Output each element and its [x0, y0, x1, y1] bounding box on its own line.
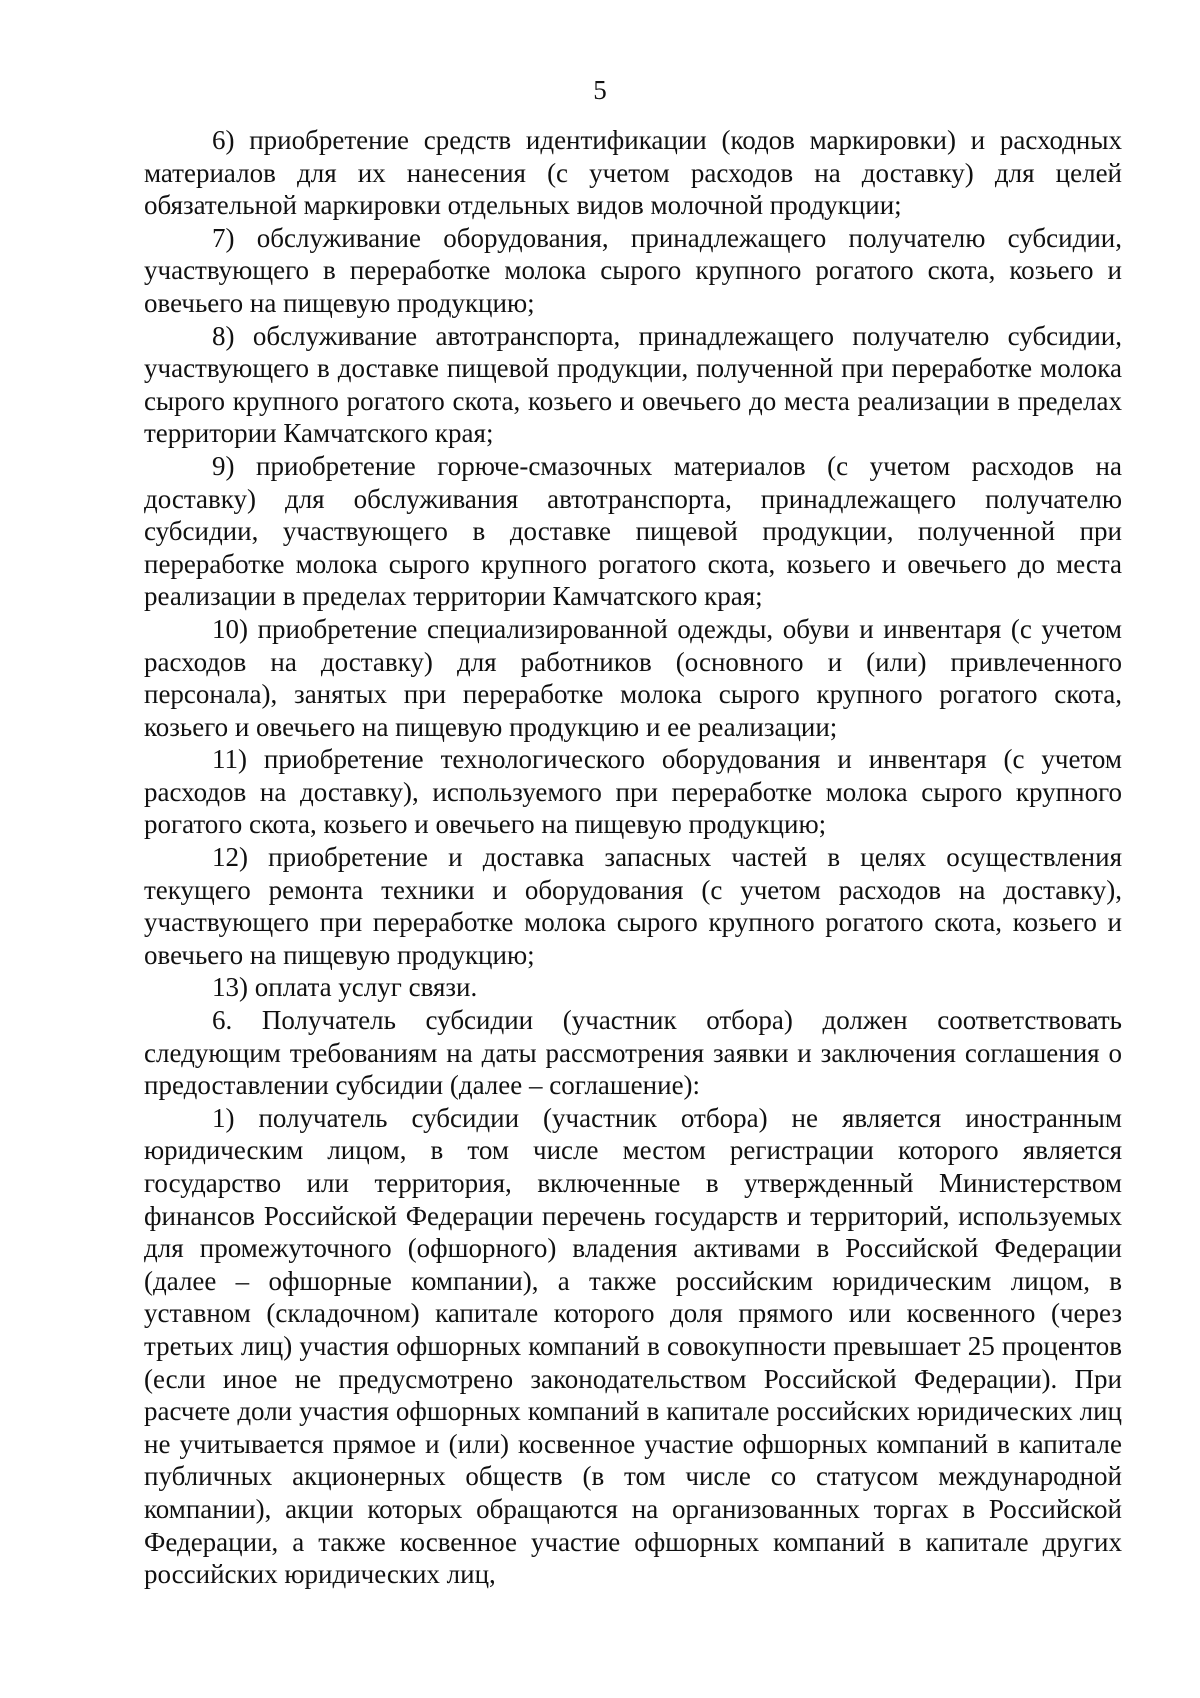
paragraph-item-8: 8) обслуживание автотранспорта, принадлежащего получателю субсидии, участвующего в доставке пищевой продукции, полученной при переработке молока сырого крупного рогатого скота, козьего и овечьего до места реализации в пределах территории Камчатского края; — [144, 320, 1122, 449]
paragraph-item-7: 7) обслуживание оборудования, принадлежащего получателю субсидии, участвующего в переработке молока сырого крупного рогатого скота, козьего и овечьего на пищевую продукцию; — [144, 222, 1122, 318]
page-number: 5 — [593, 75, 607, 105]
paragraph-item-10: 10) приобретение специализированной одежды, обуви и инвентаря (с учетом расходов на доставку) для работников (основного и (или) привлеченного персонала), занятых при переработке молока сырого крупного рогатого скота, козьего и овечьего на пищевую продукцию и ее реализации; — [144, 613, 1122, 742]
paragraph-item-11: 11) приобретение технологического оборудования и инвентаря (с учетом расходов на доставку), используемого при переработке молока сырого крупного рогатого скота, козьего и овечьего на пищевую продукцию; — [144, 744, 1122, 840]
paragraph-item-13: 13) оплата услуг связи. — [212, 972, 478, 1003]
paragraph-item-6: 6) приобретение средств идентификации (кодов маркировки) и расходных материалов для их нанесения (с учетом расходов на доставку) для целей обязательной маркировки отдельных видов молочной продукции; — [144, 125, 1122, 221]
document-body — [144, 124, 1122, 1591]
paragraph-requirement-1: 1) получатель субсидии (участник отбора) не является иностранным юридическим лицом, в том числе местом регистрации которого является государство или территория, включенные в утвержденный Министерством финансов Российской Федерации перечень государств и территорий, используемых для промежуточного (офшорного) владения активами в Российской Федерации (далее – офшорные компании), а также российским юридическим лицом, в уставном (складочном) капитале которого доля прямого или косвенного (через третьих лиц) участия офшорных компаний в совокупности превышает 25 процентов (если иное не предусмотрено законодательством Российской Федерации). При расчете доли участия офшорных компаний в капитале российских юридических лиц не учитывается прямое и (или) косвенное участие офшорных компаний в капитале публичных акционерных обществ (в том числе со статусом международной компании), акции которых обращаются на организованных торгах в Российской Федерации, а также косвенное участие офшорных компаний в капитале других российских юридических лиц, — [144, 1102, 1122, 1590]
paragraph-item-9: 9) приобретение горюче-смазочных материалов (с учетом расходов на доставку) для обслуживания автотранспорта, принадлежащего получателю субсидии, участвующего в доставке пищевой продукции, полученной при переработке молока сырого крупного рогатого скота, козьего и овечьего до места реализации в пределах территории Камчатского края; — [144, 450, 1122, 612]
paragraph-item-12: 12) приобретение и доставка запасных частей в целях осуществления текущего ремонта техники и оборудования (с учетом расходов на доставку), участвующего при переработке молока сырого крупного рогатого скота, козьего и овечьего на пищевую продукцию; — [144, 842, 1122, 970]
paragraph-section-6: 6. Получатель субсидии (участник отбора) должен соответствовать следующим требованиям на даты рассмотрения заявки и заключения соглашения о предоставлении субсидии (далее – соглашение): — [144, 1005, 1122, 1101]
